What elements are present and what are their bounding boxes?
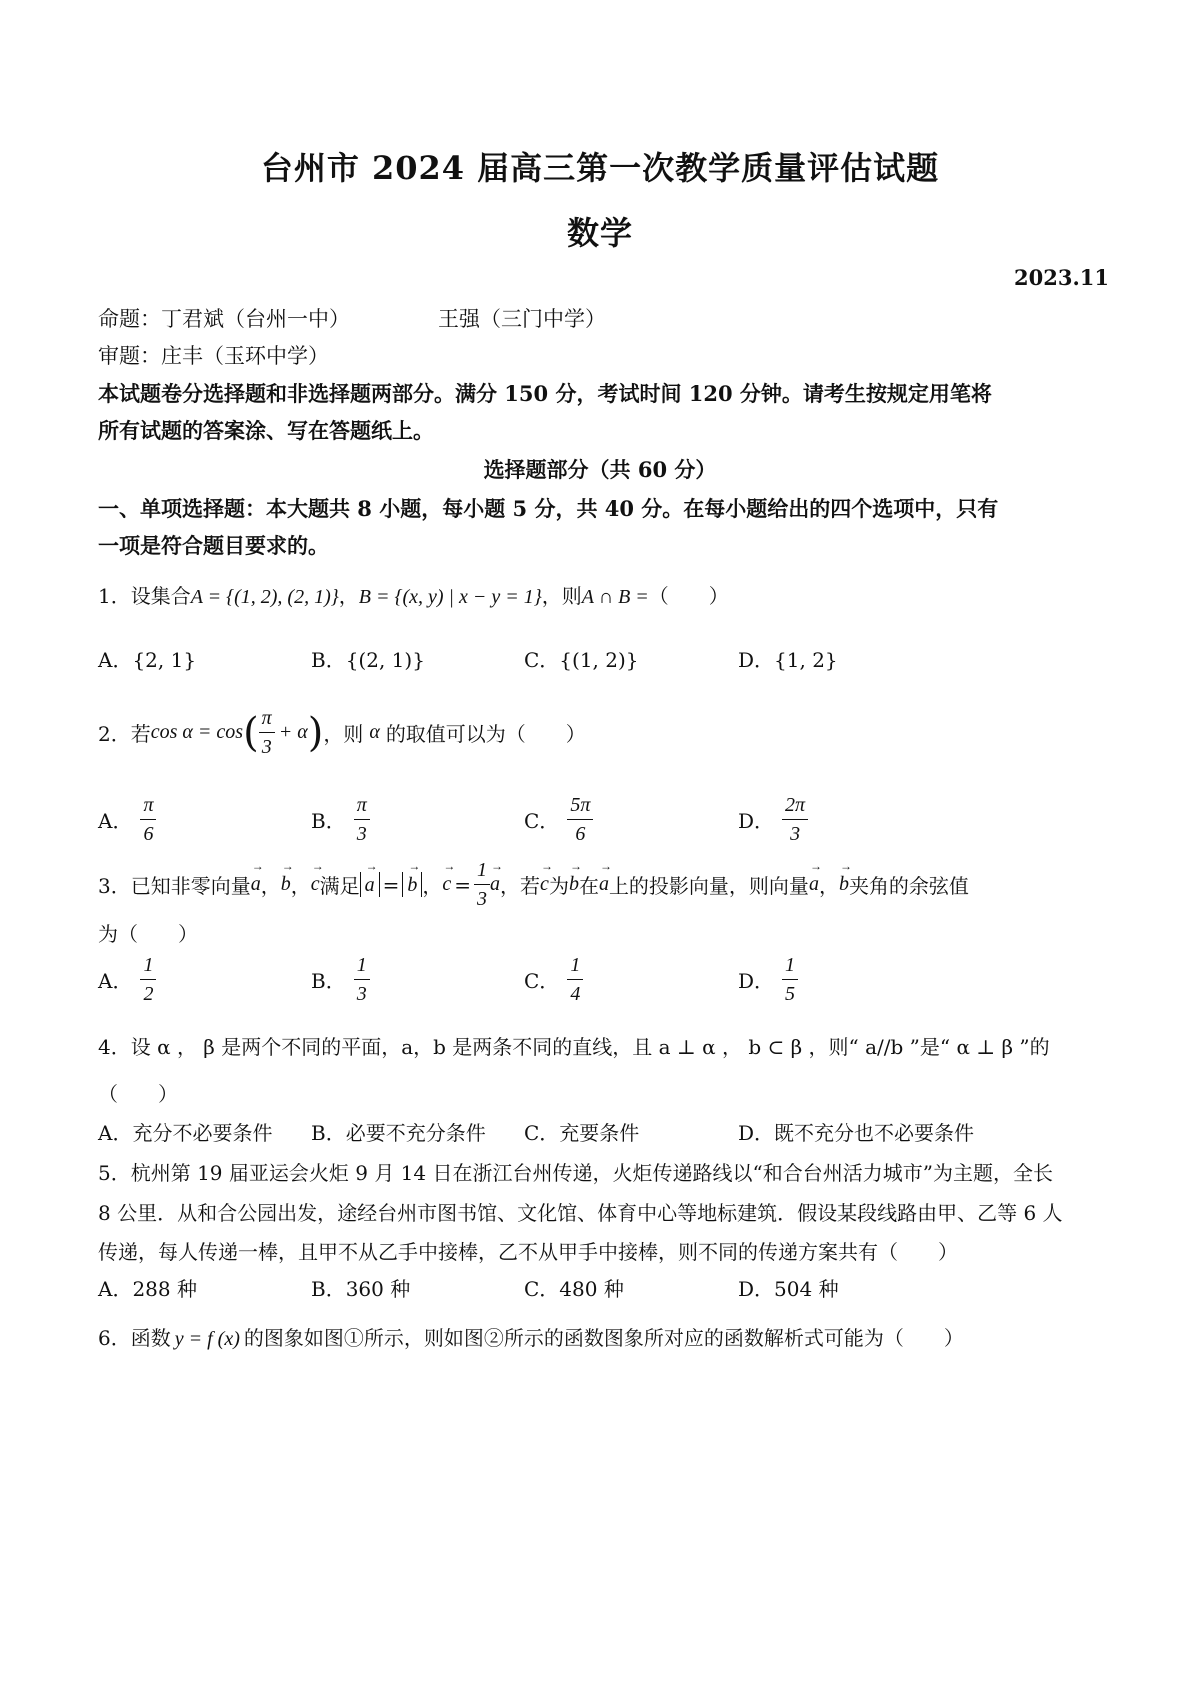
instructions-line-1: 本试题卷分选择题和非选择题两部分。满分 150 分，考试时间 120 分钟。请考生按规定用笔将 (98, 381, 992, 406)
proposer-1: 丁君斌（台州一中） (161, 307, 350, 331)
q2-fraction (259, 708, 275, 757)
q3-vec-c-2: → c (442, 873, 451, 896)
q5-line-3: 传递，每人传递一棒，且甲不从乙手中接棒，乙不从甲手中接棒，则不同的传递方案共有（ ） (98, 1240, 958, 1264)
question-2 (98, 708, 586, 757)
q5-option-a[interactable]: A．288 种 (98, 1277, 197, 1301)
q2-option-a-num: π (140, 795, 156, 820)
q3-option-a-num: 1 (140, 955, 156, 980)
q2-option-c-fraction (567, 795, 593, 844)
q2-option-b-label: B． (311, 809, 346, 833)
q3-option-c-fraction (567, 955, 583, 1004)
q3-comma-3: ， (422, 874, 443, 898)
q1-set-b: B = {(x, y) | x − y = 1} (358, 586, 542, 608)
reviewer-line (98, 340, 329, 370)
q3-t6: 上的投影向量，则向量 (608, 874, 809, 898)
q6-prefix: 6．函数 (98, 1326, 171, 1350)
q3-option-b-fraction (354, 955, 370, 1004)
q3-t5: 在 (578, 874, 599, 898)
q2-alpha: α (369, 721, 380, 743)
part-one-line-2: 一项是符合题目要求的。 (98, 533, 329, 558)
q3-option-d-fraction (782, 955, 798, 1004)
q3-comma-2: ， (290, 874, 311, 898)
q1-ask: A ∩ B = (581, 586, 649, 608)
q3-option-a-label: A． (98, 969, 133, 993)
q4-option-a[interactable]: A．充分不必要条件 (98, 1121, 273, 1145)
q4-option-c[interactable]: C．充要条件 (524, 1121, 640, 1145)
q2-option-c-num: 5π (567, 795, 593, 820)
q4-line-2: （ ） (98, 1082, 178, 1106)
question-3 (98, 860, 969, 909)
instructions-line-2: 所有试题的答案涂、写在答题纸上。 (98, 418, 434, 443)
q3-option-c-num: 1 (567, 955, 583, 980)
q3-option-d[interactable] (738, 955, 798, 1004)
q3-comma-4: ， (818, 874, 839, 898)
q2-tail: ，则 (323, 722, 364, 746)
q2-option-a[interactable] (98, 795, 156, 844)
subject-title: 数学 (566, 214, 633, 252)
q3-option-d-den: 5 (785, 983, 796, 1005)
exam-title: 台州市 2024 届高三第一次教学质量评估试题 (260, 149, 940, 187)
q1-prefix: 1．设集合 (98, 584, 191, 608)
proposer-2: 王强（三门中学） (438, 307, 606, 331)
q1-blank: （ ） (648, 584, 729, 608)
q3-option-b-num: 1 (354, 955, 370, 980)
question-6 (98, 1322, 964, 1351)
q2-option-b-num: π (354, 795, 370, 820)
q2-option-d-fraction (782, 795, 808, 844)
q3-vec-b-3: → b (569, 873, 579, 896)
q3-option-a-fraction (140, 955, 156, 1004)
q2-option-b-den: 3 (356, 823, 367, 845)
q3-option-a-den: 2 (143, 983, 154, 1005)
q1-set-a: A = {(1, 2), (2, 1)} (190, 586, 339, 608)
q3-option-c-den: 4 (570, 983, 581, 1005)
q3-vec-a-4: → a (599, 873, 609, 896)
q3-option-d-label: D． (738, 969, 775, 993)
q6-func: y = f (x) (174, 1328, 240, 1350)
q3-option-a[interactable] (98, 955, 156, 1004)
q2-option-a-den: 6 (143, 823, 154, 845)
reviewer: 庄丰（玉环中学） (161, 344, 329, 368)
q3-option-c-label: C． (524, 969, 560, 993)
q3-eq-2: = (454, 872, 472, 897)
q3-option-c[interactable] (524, 955, 583, 1004)
q3-vec-a-5: → a (809, 873, 819, 896)
q3-line-2: 为（ ） (98, 922, 198, 946)
q3-option-d-num: 1 (782, 955, 798, 980)
q1-option-d[interactable]: D．{1, 2} (738, 648, 838, 672)
q2-option-b-fraction (354, 795, 370, 844)
q2-lhs: cos α = cos (150, 721, 244, 743)
exam-date: 2023.11 (1014, 265, 1109, 290)
proposer-line (98, 303, 350, 333)
question-1 (98, 580, 729, 609)
q3-comma-1: ， (260, 874, 281, 898)
q2-option-d-num: 2π (782, 795, 808, 820)
q3-fraction (474, 860, 490, 909)
q3-t4: 为 (548, 874, 569, 898)
q3-vec-c-3: → c (540, 873, 549, 896)
q6-tail: 的图象如图①所示，则如图②所示的函数图象所对应的函数解析式可能为（ ） (243, 1326, 964, 1350)
proposer-label: 命题： (98, 307, 161, 331)
q2-option-c-label: C． (524, 809, 560, 833)
q2-frac-den: 3 (261, 736, 272, 758)
q3-t1: 3．已知非零向量 (98, 874, 251, 898)
q3-abs-b (402, 872, 422, 897)
q2-frac-num: π (259, 708, 275, 733)
q2-plus: + α (278, 721, 308, 743)
q3-frac-den: 3 (477, 888, 488, 910)
q2-option-c[interactable] (524, 795, 593, 844)
q5-line-2: 8 公里．从和合公园出发，途经台州市图书馆、文化馆、体育中心等地标建筑．假设某段线路由甲、乙等 6 人 (98, 1201, 1063, 1225)
reviewer-label: 审题： (98, 344, 161, 368)
part-one-line-1: 一、单项选择题：本大题共 8 小题，每小题 5 分，共 40 分。在每小题给出的四个选项中，只有 (98, 496, 999, 521)
q3-vec-a-3: → a (490, 873, 500, 896)
q1-then: ，则 (541, 584, 582, 608)
q3-frac-num: 1 (474, 860, 490, 885)
q5-line-1: 5．杭州第 19 届亚运会火炬 9 月 14 日在浙江台州传递，火炬传递路线以“和合台州活力城市”为主题，全长 (98, 1161, 1053, 1185)
q4-line-1: 4．设 α ， β 是两个不同的平面，a，b 是两条不同的直线，且 a ⊥ α ， b ⊂ β ，则“ a//b ”是“ α ⊥ β ”的 (98, 1035, 1050, 1059)
q3-vec-a-2: → a (365, 873, 375, 897)
q1-option-c[interactable]: C．{(1, 2)} (524, 648, 639, 672)
q2-right-paren: ) (307, 709, 324, 756)
q3-vec-c-1: → c (311, 873, 320, 896)
q2-option-a-fraction (140, 795, 156, 844)
q2-option-d-den: 3 (790, 823, 801, 845)
q1-sep: ， (338, 584, 359, 608)
q3-abs-a (360, 872, 380, 897)
q1-option-a[interactable]: A．{2, 1} (98, 648, 197, 672)
q1-option-b[interactable]: B．{(2, 1)} (311, 648, 425, 672)
q3-t2: 满足 (319, 874, 360, 898)
q3-eq-1: = (382, 872, 400, 897)
q3-vec-b-2: → b (407, 873, 417, 897)
q5-option-c[interactable]: C．480 种 (524, 1277, 624, 1301)
q2-tail2: 的取值可以为（ ） (385, 722, 586, 746)
q3-option-b-den: 3 (356, 983, 367, 1005)
q5-option-b[interactable]: B．360 种 (311, 1277, 411, 1301)
q3-vec-b-4: → b (839, 873, 849, 896)
q2-left-paren: ( (243, 709, 259, 756)
q2-option-c-den: 6 (575, 823, 586, 845)
q3-t7: 夹角的余弦值 (848, 874, 969, 898)
q4-option-b[interactable]: B．必要不充分条件 (311, 1121, 486, 1145)
section-title: 选择题部分（共 60 分） (483, 457, 717, 482)
q2-option-b[interactable] (311, 795, 370, 844)
q2-option-a-label: A． (98, 809, 133, 833)
q3-t3: ，若 (500, 874, 541, 898)
q2-prefix: 2．若 (98, 722, 151, 746)
q5-option-d[interactable]: D．504 种 (738, 1277, 839, 1301)
q3-option-b[interactable] (311, 955, 370, 1004)
q2-option-d[interactable] (738, 795, 808, 844)
q2-option-d-label: D． (738, 809, 775, 833)
q3-vec-b-1: → b (281, 873, 291, 896)
q3-option-b-label: B． (311, 969, 346, 993)
q4-option-d[interactable]: D．既不充分也不必要条件 (738, 1121, 975, 1145)
q3-vec-a-1: → a (251, 873, 261, 896)
